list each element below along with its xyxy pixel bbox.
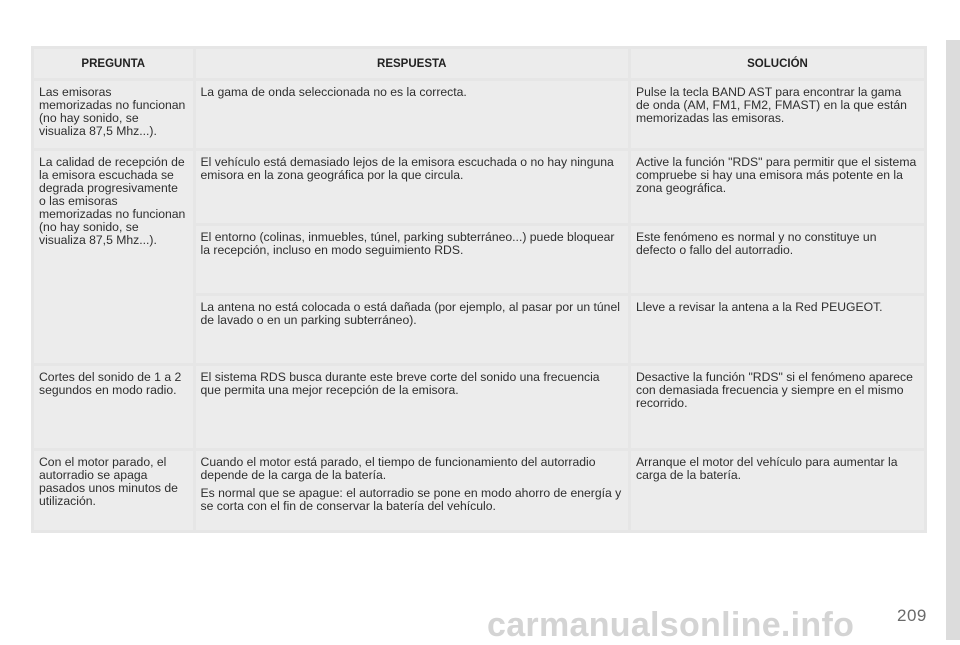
answer-cell: El entorno (colinas, inmuebles, túnel, parking subterráneo...) puede bloquear la recepción, incluso en modo seguimiento RDS.: [196, 226, 628, 293]
question-cell: La calidad de recepción de la emisora escuchada se degrada progresivamente o las emisoras memorizadas no funcionan (no hay sonido, se visualiza 87,5 Mhz...).: [34, 151, 193, 363]
solution-cell: Este fenómeno es normal y no constituye un defecto o fallo del autorradio.: [631, 226, 924, 293]
header-solution: SOLUCIÓN: [631, 49, 924, 78]
header-answer: RESPUESTA: [196, 49, 628, 78]
solution-cell: Lleve a revisar la antena a la Red PEUGEOT.: [631, 296, 924, 363]
question-cell: Las emisoras memorizadas no funcionan (no hay sonido, se visualiza 87,5 Mhz...).: [34, 81, 193, 148]
solution-cell: Pulse la tecla BAND AST para encontrar la gama de onda (AM, FM1, FM2, FMAST) en la que están memorizadas las emisoras.: [631, 81, 924, 148]
table-row: [34, 366, 924, 448]
answer-cell: El vehículo está demasiado lejos de la emisora escuchada o no hay ninguna emisora en la zona geográfica por la que circula.: [196, 151, 628, 223]
table-row: [34, 151, 924, 223]
answer-cell: [196, 451, 628, 530]
answer-cell: El sistema RDS busca durante este breve corte del sonido una frecuencia que permita una mejor recepción de la emisora.: [196, 366, 628, 448]
answer-paragraph: Es normal que se apague: el autorradio se pone en modo ahorro de energía y se corta con el fin de conservar la batería del vehículo.: [200, 486, 622, 513]
question-cell: Cortes del sonido de 1 a 2 segundos en modo radio.: [34, 366, 193, 448]
answer-paragraph: Cuando el motor está parado, el tiempo de funcionamiento del autorradio depende de la carga de la batería.: [200, 455, 596, 482]
solution-cell: Active la función "RDS" para permitir que el sistema compruebe si hay una emisora más potente en la zona geográfica.: [631, 151, 924, 223]
troubleshooting-table: [31, 46, 927, 533]
side-strip: [946, 40, 960, 640]
answer-cell: La gama de onda seleccionada no es la correcta.: [196, 81, 628, 148]
page-number: 209: [897, 606, 927, 625]
answer-cell: La antena no está colocada o está dañada (por ejemplo, al pasar por un túnel de lavado o en un parking subterráneo).: [196, 296, 628, 363]
header-question: PREGUNTA: [34, 49, 193, 78]
solution-cell: Desactive la función "RDS" si el fenómeno aparece con demasiada frecuencia y siempre en el mismo recorrido.: [631, 366, 924, 448]
watermark: carmanualsonline.info: [487, 606, 855, 644]
table-row: [34, 451, 924, 530]
header-row: [34, 49, 924, 78]
table-row: [34, 81, 924, 148]
solution-cell: Arranque el motor del vehículo para aumentar la carga de la batería.: [631, 451, 924, 530]
question-cell: Con el motor parado, el autorradio se apaga pasados unos minutos de utilización.: [34, 451, 193, 530]
